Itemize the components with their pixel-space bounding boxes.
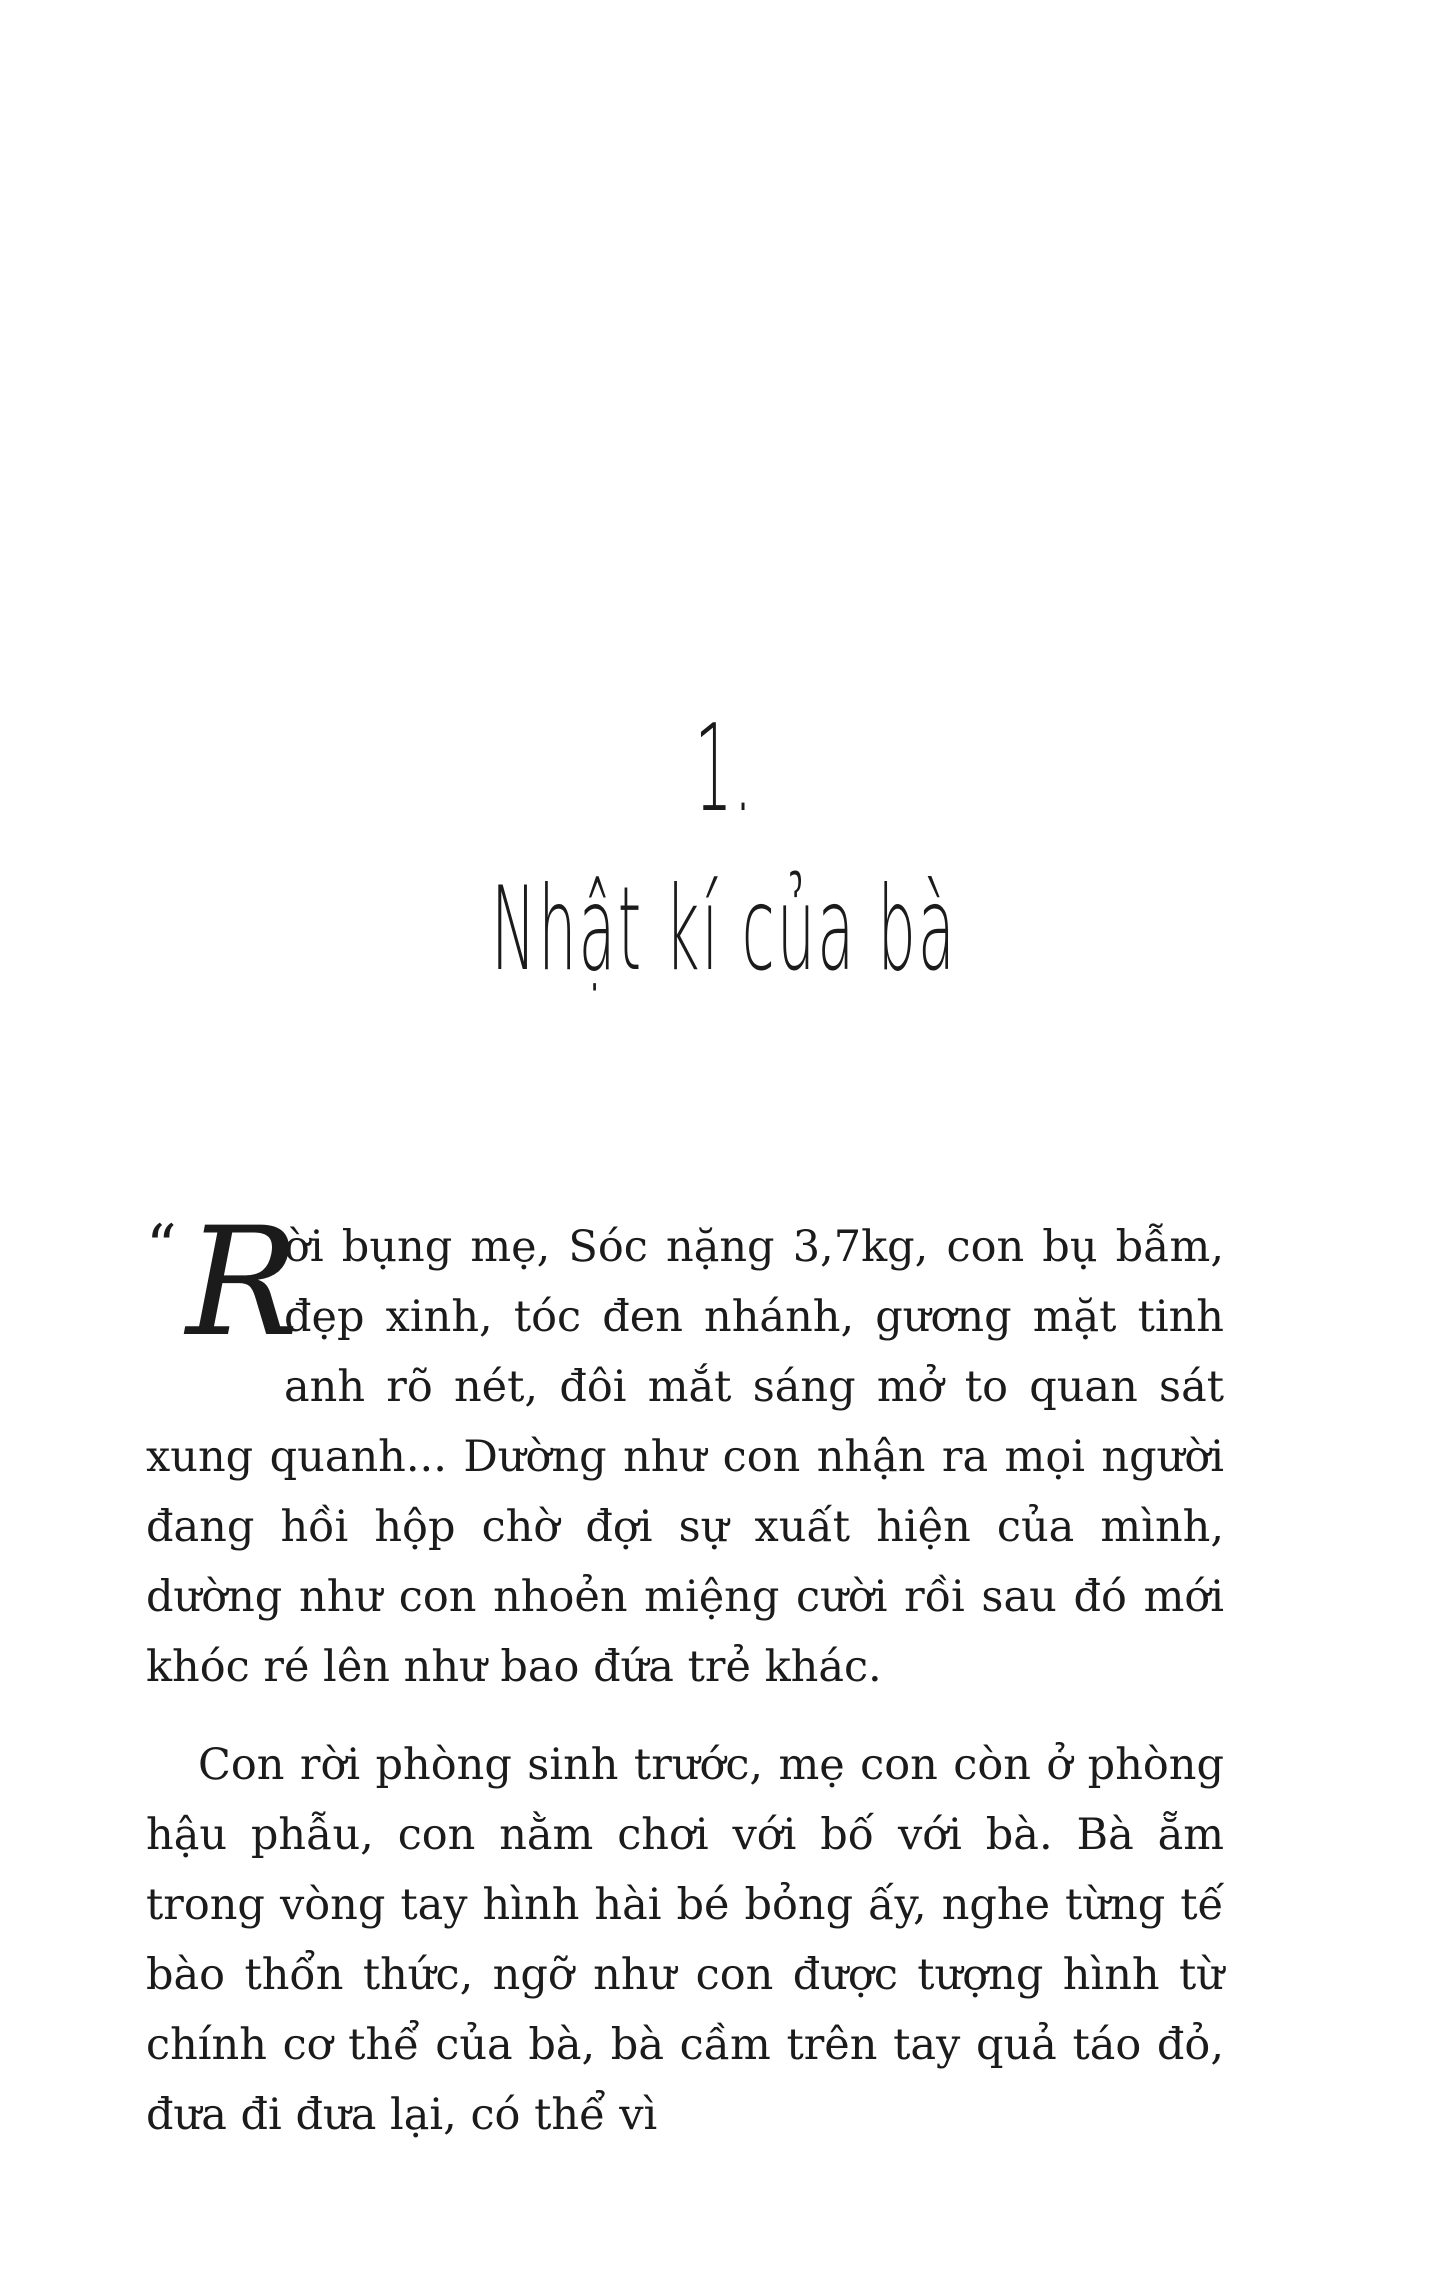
paragraph-2: Con rời phòng sinh trước, mẹ con còn ở phòng hậu phẫu, con nằm chơi với bố với bà. Bà ẵm trong vòng tay hình hài bé bỏng ấy, nghe từng tế bào thổn thức, ngỡ như con được tượng hình từ chính cơ thể của bà, bà cầm trên tay quả táo đỏ, đưa đi đưa lại, có thể vì (146, 1740, 1224, 2140)
paragraph-1-text: ời bụng mẹ, Sóc nặng 3,7kg, con bụ bẫm, đẹp xinh, tóc đen nhánh, gương mặt tinh anh rõ nét, đôi mắt sáng mở to quan sát xung quanh... Dường như con nhận ra mọi người đang hồi hộp chờ đợi sự xuất hiện của mình, dường như con nhoẻn miệng cười rồi sau đó mới khóc ré lên như bao đứa trẻ khác. (146, 1222, 1224, 1692)
chapter-body (146, 1196, 1224, 2150)
drop-cap: R (186, 1196, 299, 1370)
chapter-title: Nhật kí của bà (491, 862, 957, 997)
chapter-number: 1. (694, 700, 754, 839)
opening-quote-mark: “ (146, 1212, 177, 1282)
paragraph-1 (146, 1196, 1224, 1702)
